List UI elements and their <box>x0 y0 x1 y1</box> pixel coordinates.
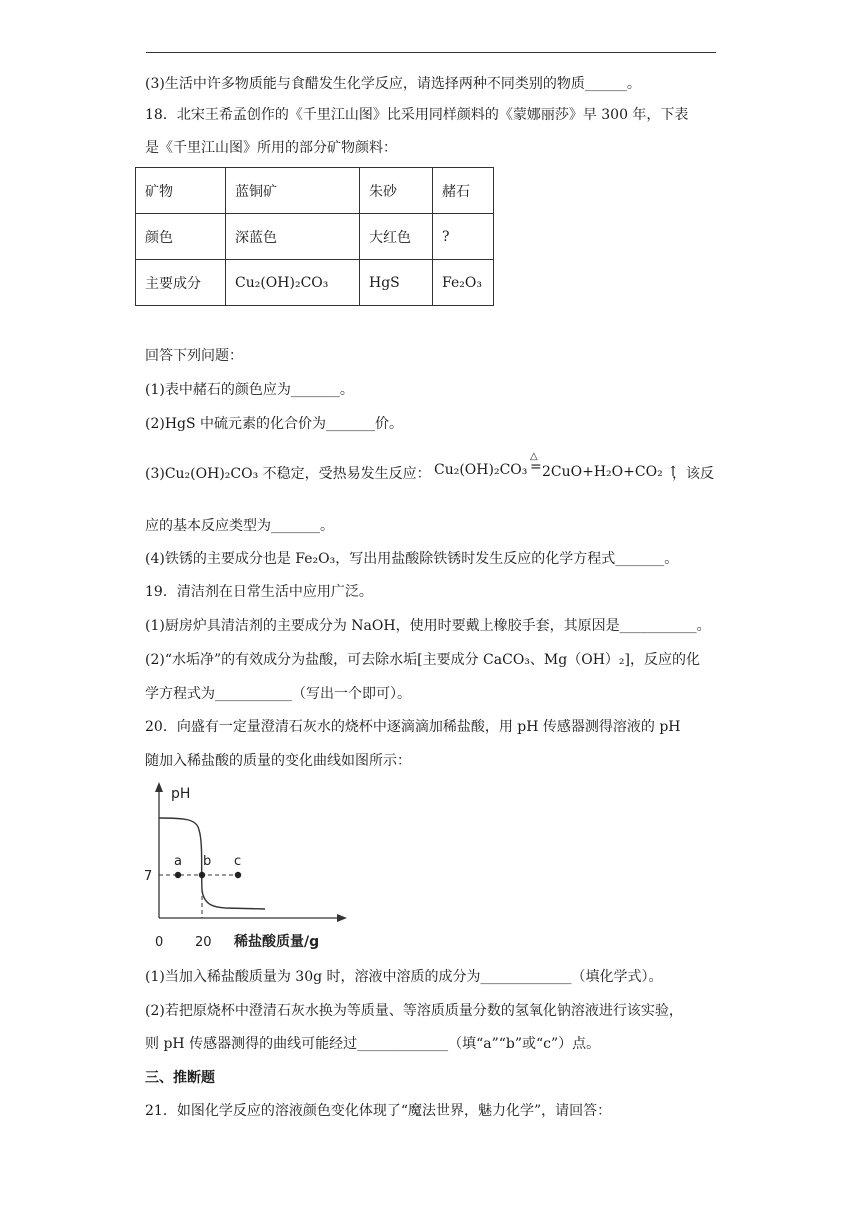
q19-part1: (1)厨房炉具清洁剂的主要成分为 NaOH，使用时要戴上橡胶手套，其原因是___________。 <box>145 618 711 634</box>
q17-part3: (3)生活中许多物质能与食醋发生化学反应，请选择两种不同类别的物质______。 <box>145 76 641 92</box>
header-rule <box>146 52 716 53</box>
q18-prompt: 回答下列问题： <box>145 348 243 364</box>
point-a <box>175 872 181 878</box>
point-b <box>199 872 205 878</box>
y-axis-label: pH <box>171 786 191 802</box>
q19-part2-line2: 学方程式为___________（写出一个即可）。 <box>145 686 411 702</box>
table-cell: 大红色 <box>360 214 433 260</box>
decomposition-equation <box>434 462 527 478</box>
table-cell: Cu₂(OH)₂CO₃ <box>226 260 360 306</box>
table-cell: ? <box>433 214 494 260</box>
x-tick-20: 20 <box>195 935 212 950</box>
table-cell: 矿物 <box>136 168 226 214</box>
y-axis-arrow <box>155 782 163 792</box>
point-c-label: c <box>234 854 242 869</box>
table-cell: 深蓝色 <box>226 214 360 260</box>
table-cell: 朱砂 <box>360 168 433 214</box>
table-row <box>136 214 494 260</box>
table-cell: 赭石 <box>433 168 494 214</box>
q18-stem-line2: 是《千里江山图》所用的部分矿物颜料： <box>145 140 397 156</box>
equation-sign: = <box>530 459 542 475</box>
q18-part3-suffix: ，该反 <box>672 466 714 482</box>
q18-part3-prefix: (3)Cu₂(OH)₂CO₃ 不稳定，受热易发生反应： <box>145 466 431 482</box>
q18-part3-line2: 应的基本反应类型为_______。 <box>145 518 334 534</box>
section-heading: 三、推断题 <box>145 1070 215 1086</box>
point-b-label: b <box>203 854 212 869</box>
q18-stem-line1: 18．北宋王希孟创作的《千里江山图》比采用同样颜料的《蒙娜丽莎》早 300 年，下表 <box>145 107 689 123</box>
q20-part2-line1: (2)若把原烧杯中澄清石灰水换为等质量、等溶质质量分数的氢氧化钠溶液进行该实验， <box>145 1003 683 1019</box>
y-tick-7: 7 <box>144 869 153 884</box>
q18-part2: (2)HgS 中硫元素的化合价为_______价。 <box>145 416 404 432</box>
q21-stem: 21．如图化学反应的溶液颜色变化体现了“魔法世界，魅力化学”，请回答： <box>145 1103 612 1119</box>
q20-part2-line2: 则 pH 传感器测得的曲线可能经过_____________（填“a”“b”或“c”）点。 <box>145 1036 601 1052</box>
q18-part4: (4)铁锈的主要成分也是 Fe₂O₃，写出用盐酸除铁锈时发生反应的化学方程式_______。 <box>145 551 679 567</box>
table-row <box>136 260 494 306</box>
heat-condition: △ <box>530 451 538 462</box>
point-a-label: a <box>174 854 182 869</box>
q19-part2-line1: (2)“水垢净”的有效成分为盐酸，可去除水垢[主要成分 CaCO₃、Mg（OH）₂]，反应的化 <box>145 652 700 668</box>
q20-stem-line2: 随加入稀盐酸的质量的变化曲线如图所示： <box>145 753 411 769</box>
x-axis-arrow <box>337 914 347 922</box>
ph-curve-chart <box>135 780 355 952</box>
equation-reactant: Cu₂(OH)₂CO₃ <box>434 462 528 478</box>
point-c <box>235 872 241 878</box>
equation-products: 2CuO+H₂O+CO₂ ↑ <box>542 464 679 480</box>
q20-part1: (1)当加入稀盐酸质量为 30g 时，溶液中溶质的成分为_____________（填化学式）。 <box>145 969 663 985</box>
q19-stem: 19．清洁剂在日常生活中应用广泛。 <box>145 584 373 600</box>
table-row <box>136 168 494 214</box>
table-cell: 颜色 <box>136 214 226 260</box>
table-cell: Fe₂O₃ <box>433 260 494 306</box>
table-cell: HgS <box>360 260 433 306</box>
x-tick-0: 0 <box>155 935 164 950</box>
mineral-table <box>135 167 494 306</box>
q18-part1: (1)表中赭石的颜色应为_______。 <box>145 382 354 398</box>
q20-stem-line1: 20．向盛有一定量澄清石灰水的烧杯中逐滴滴加稀盐酸，用 pH 传感器测得溶液的 pH <box>145 719 681 735</box>
table-cell: 蓝铜矿 <box>226 168 360 214</box>
x-axis-label: 稀盐酸质量/g <box>234 934 320 950</box>
table-cell: 主要成分 <box>136 260 226 306</box>
